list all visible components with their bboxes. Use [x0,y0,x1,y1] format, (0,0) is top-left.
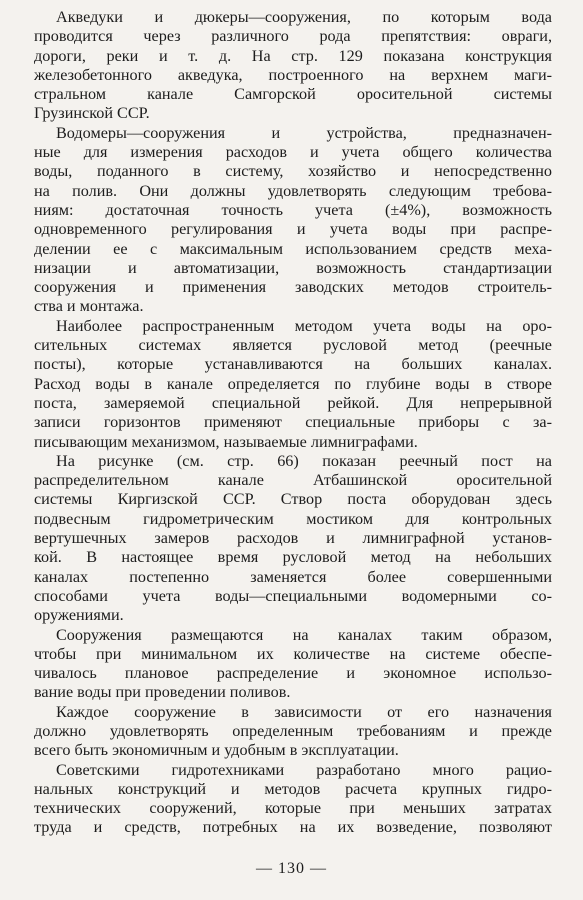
text-line: дороги, реки и т. д. На стр. 129 показана конструкция [34,46,552,65]
text-line: Сооружения размещаются на каналах таким образом, [56,625,552,644]
text-line: делении ее с максимальным использованием средств меха- [34,239,552,258]
text-line: чивалось плановое распределение и экономное использо- [34,664,552,683]
text-line: кой. В настоящее время русловой метод на небольших [34,548,552,567]
body-text [34,8,552,838]
text-line: одновременного регулирования и учета воды при распре- [34,220,552,239]
text-line: оружениями. [34,606,124,625]
text-line: распределительном канале Атбашинской оросительной [34,471,552,490]
text-line: ные для измерения расходов и учета общего количества [34,143,552,162]
text-line: записи горизонтов применяют специальные приборы с за- [34,413,552,432]
text-line: технических сооружений, которые при меньших затратах [34,799,552,818]
page-number: — 130 — [256,860,327,877]
paragraph [34,761,552,838]
text-line: всего быть экономичным и удобным в эксплуатации. [34,741,399,760]
text-line: вертушечных замеров расходов и лимниграфной установ- [34,529,552,548]
text-line: Расход воды в канале определяется по глубине воды в створе [34,374,552,393]
paragraph [34,124,552,317]
text-line: стральном канале Самгорской оросительной системы [34,85,552,104]
text-line: Наиболее распространенным методом учета воды на оро- [56,316,552,335]
text-line: нальных конструкций и методов расчета крупных гидро- [34,779,552,798]
text-line: поста, замеряемой специальной рейкой. Для непрерывной [34,393,552,412]
text-line: проводится через различного рода препятствия: овраги, [34,27,552,46]
text-line: системы Киргизской ССР. Створ поста оборудован здесь [34,490,552,509]
paragraph [34,626,552,703]
text-line: труда и средств, потребных на их возведение, позволяют [34,818,552,837]
text-line: ства и монтажа. [34,297,144,316]
text-line: Каждое сооружение в зависимости от его назначения [56,702,552,721]
text-line: воды, поданного в систему, хозяйство и непосредственно [34,162,552,181]
text-line: вание воды при проведении поливов. [34,683,291,702]
text-line: Грузинской ССР. [34,104,150,123]
text-line: низации и автоматизации, возможность стандартизации [34,258,552,277]
text-line: подвесным гидрометрическим мостиком для контрольных [34,509,552,528]
text-line: на полив. Они должны удовлетворять следующим требова- [34,181,552,200]
text-line: железобетонного акведука, построенного на верхнем маги- [34,65,552,84]
text-line: Советскими гидротехниками разработано много рацио- [56,760,552,779]
paragraph [34,8,552,124]
paragraph [34,703,552,761]
text-line: посты), которые устанавливаются на больших каналах. [34,355,552,374]
text-line: должно удовлетворять определенным требованиям и прежде [34,721,552,740]
text-line: каналах постепенно заменяется более совершенными [34,567,552,586]
text-line: сительных системах является русловой метод (реечные [34,336,552,355]
paragraph [34,317,552,452]
text-line: ниям: достаточная точность учета (±4%), возможность [34,200,552,219]
text-line: писывающим механизмом, называемые лимниграфами. [34,432,418,451]
text-line: Акведуки и дюкеры—сооружения, по которым вода [56,8,552,26]
text-line: На рисунке (см. стр. 66) показан реечный пост на [56,451,552,470]
paragraph [34,452,552,626]
text-line: сооружения и применения заводских методов строитель- [34,278,552,297]
text-line: способами учета воды—специальными водомерными со- [34,586,552,605]
text-line: чтобы при минимальном их количестве на системе обеспе- [34,644,552,663]
text-line: Водомеры—сооружения и устройства, предназначен- [56,123,552,142]
